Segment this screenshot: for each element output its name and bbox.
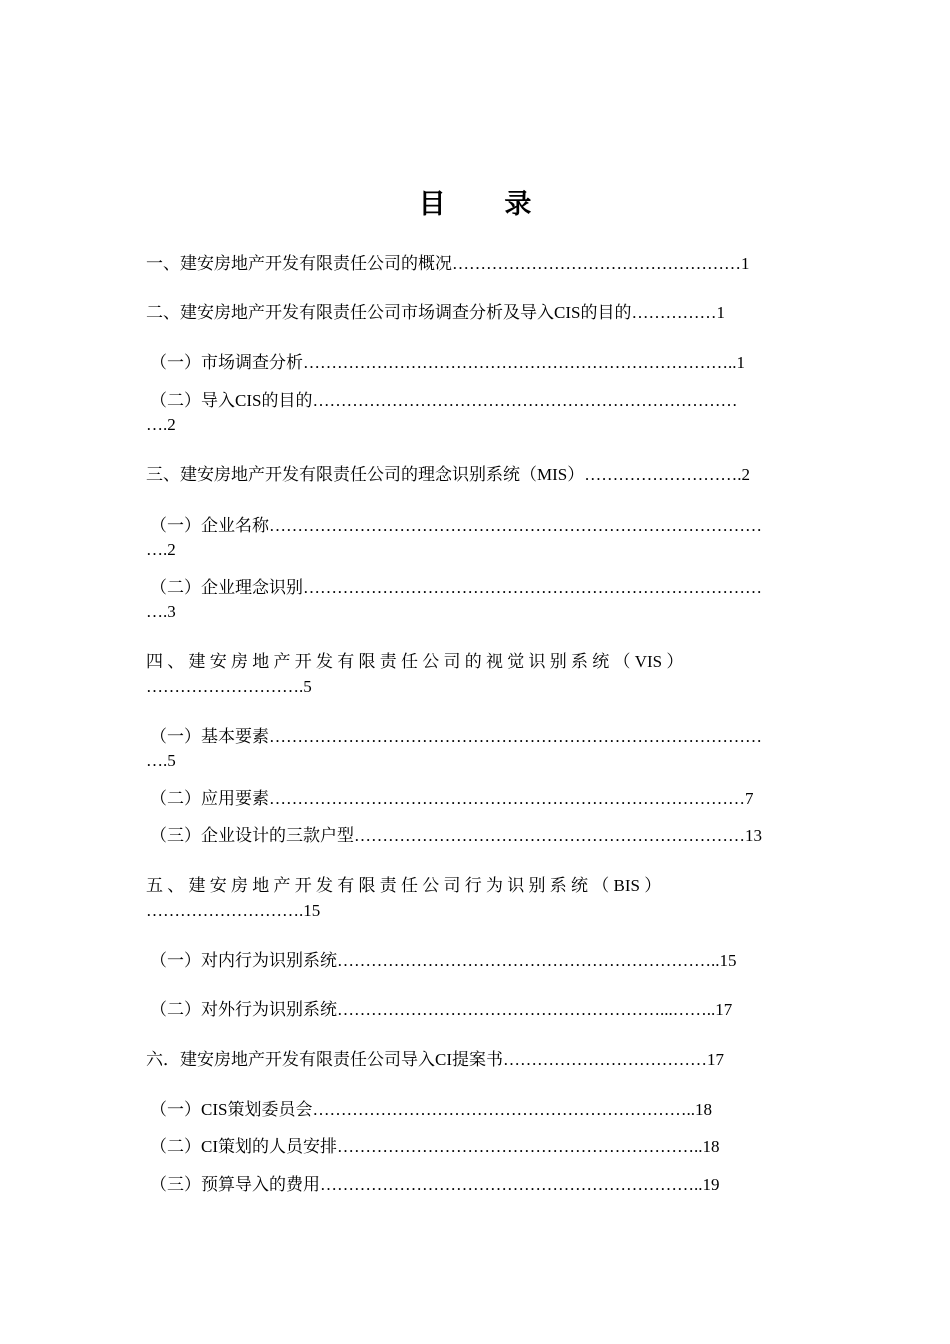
toc-entry-5[interactable]: 五 、 建 安 房 地 产 开 发 有 限 责 任 公 司 行 为 识 别 系 统 （ BIS ） — [146, 876, 662, 895]
toc-entry-3-1[interactable]: （一）企业名称…………………………………………………………………………… — [150, 516, 762, 535]
toc-entry-2-2-page: ….2 — [146, 415, 176, 434]
toc-entry-6[interactable]: 六．建安房地产开发有限责任公司导入CI提案书………………………………17 — [146, 1050, 724, 1069]
toc-entry-1[interactable]: 一、建安房地产开发有限责任公司的概况……………………………………………1 — [146, 254, 750, 273]
page-title: 目 录 — [418, 189, 558, 219]
toc-entry-4-2[interactable]: （二）应用要素…………………………………………………………………………7 — [150, 789, 754, 808]
toc-entry-3-1-page: ….2 — [146, 540, 176, 559]
toc-entry-4-1-page: ….5 — [146, 751, 176, 770]
toc-entry-3-2[interactable]: （二）企业理念识别……………………………………………………………………… — [150, 578, 762, 597]
toc-entry-6-2[interactable]: （二）CI策划的人员安排………………………………………………………..18 — [150, 1137, 720, 1156]
toc-entry-5-1[interactable]: （一）对内行为识别系统…………………………………………………………..15 — [150, 951, 737, 970]
toc-entry-5-2[interactable]: （二）对外行为识别系统…………………………………………………...……..17 — [150, 1000, 733, 1019]
toc-entry-4[interactable]: 四 、 建 安 房 地 产 开 发 有 限 责 任 公 司 的 视 觉 识 别 系 统 （ VIS ） — [146, 652, 684, 671]
toc-entry-3-2-page: ….3 — [146, 602, 176, 621]
toc-entry-4-page: ……………………….5 — [146, 677, 312, 696]
toc-entry-2-2[interactable]: （二）导入CIS的目的………………………………………………………………… — [150, 391, 738, 410]
toc-entry-2[interactable]: 二、建安房地产开发有限责任公司市场调查分析及导入CIS的目的……………1 — [146, 303, 725, 322]
toc-entry-6-3[interactable]: （三）预算导入的费用…………………………………………………………..19 — [150, 1175, 720, 1194]
toc-entry-2-1[interactable]: （一）市场调查分析…………………………………………………………………..1 — [150, 353, 745, 372]
toc-entry-4-3[interactable]: （三）企业设计的三款户型……………………………………………………………13 — [150, 826, 762, 845]
toc-entry-6-1[interactable]: （一）CIS策划委员会…………………………………………………………..18 — [150, 1100, 712, 1119]
toc-entry-4-1[interactable]: （一）基本要素…………………………………………………………………………… — [150, 727, 762, 746]
toc-entry-3[interactable]: 三、建安房地产开发有限责任公司的理念识别系统（MIS）……………………….2 — [146, 465, 750, 484]
toc-entry-5-page: ……………………….15 — [146, 901, 321, 920]
